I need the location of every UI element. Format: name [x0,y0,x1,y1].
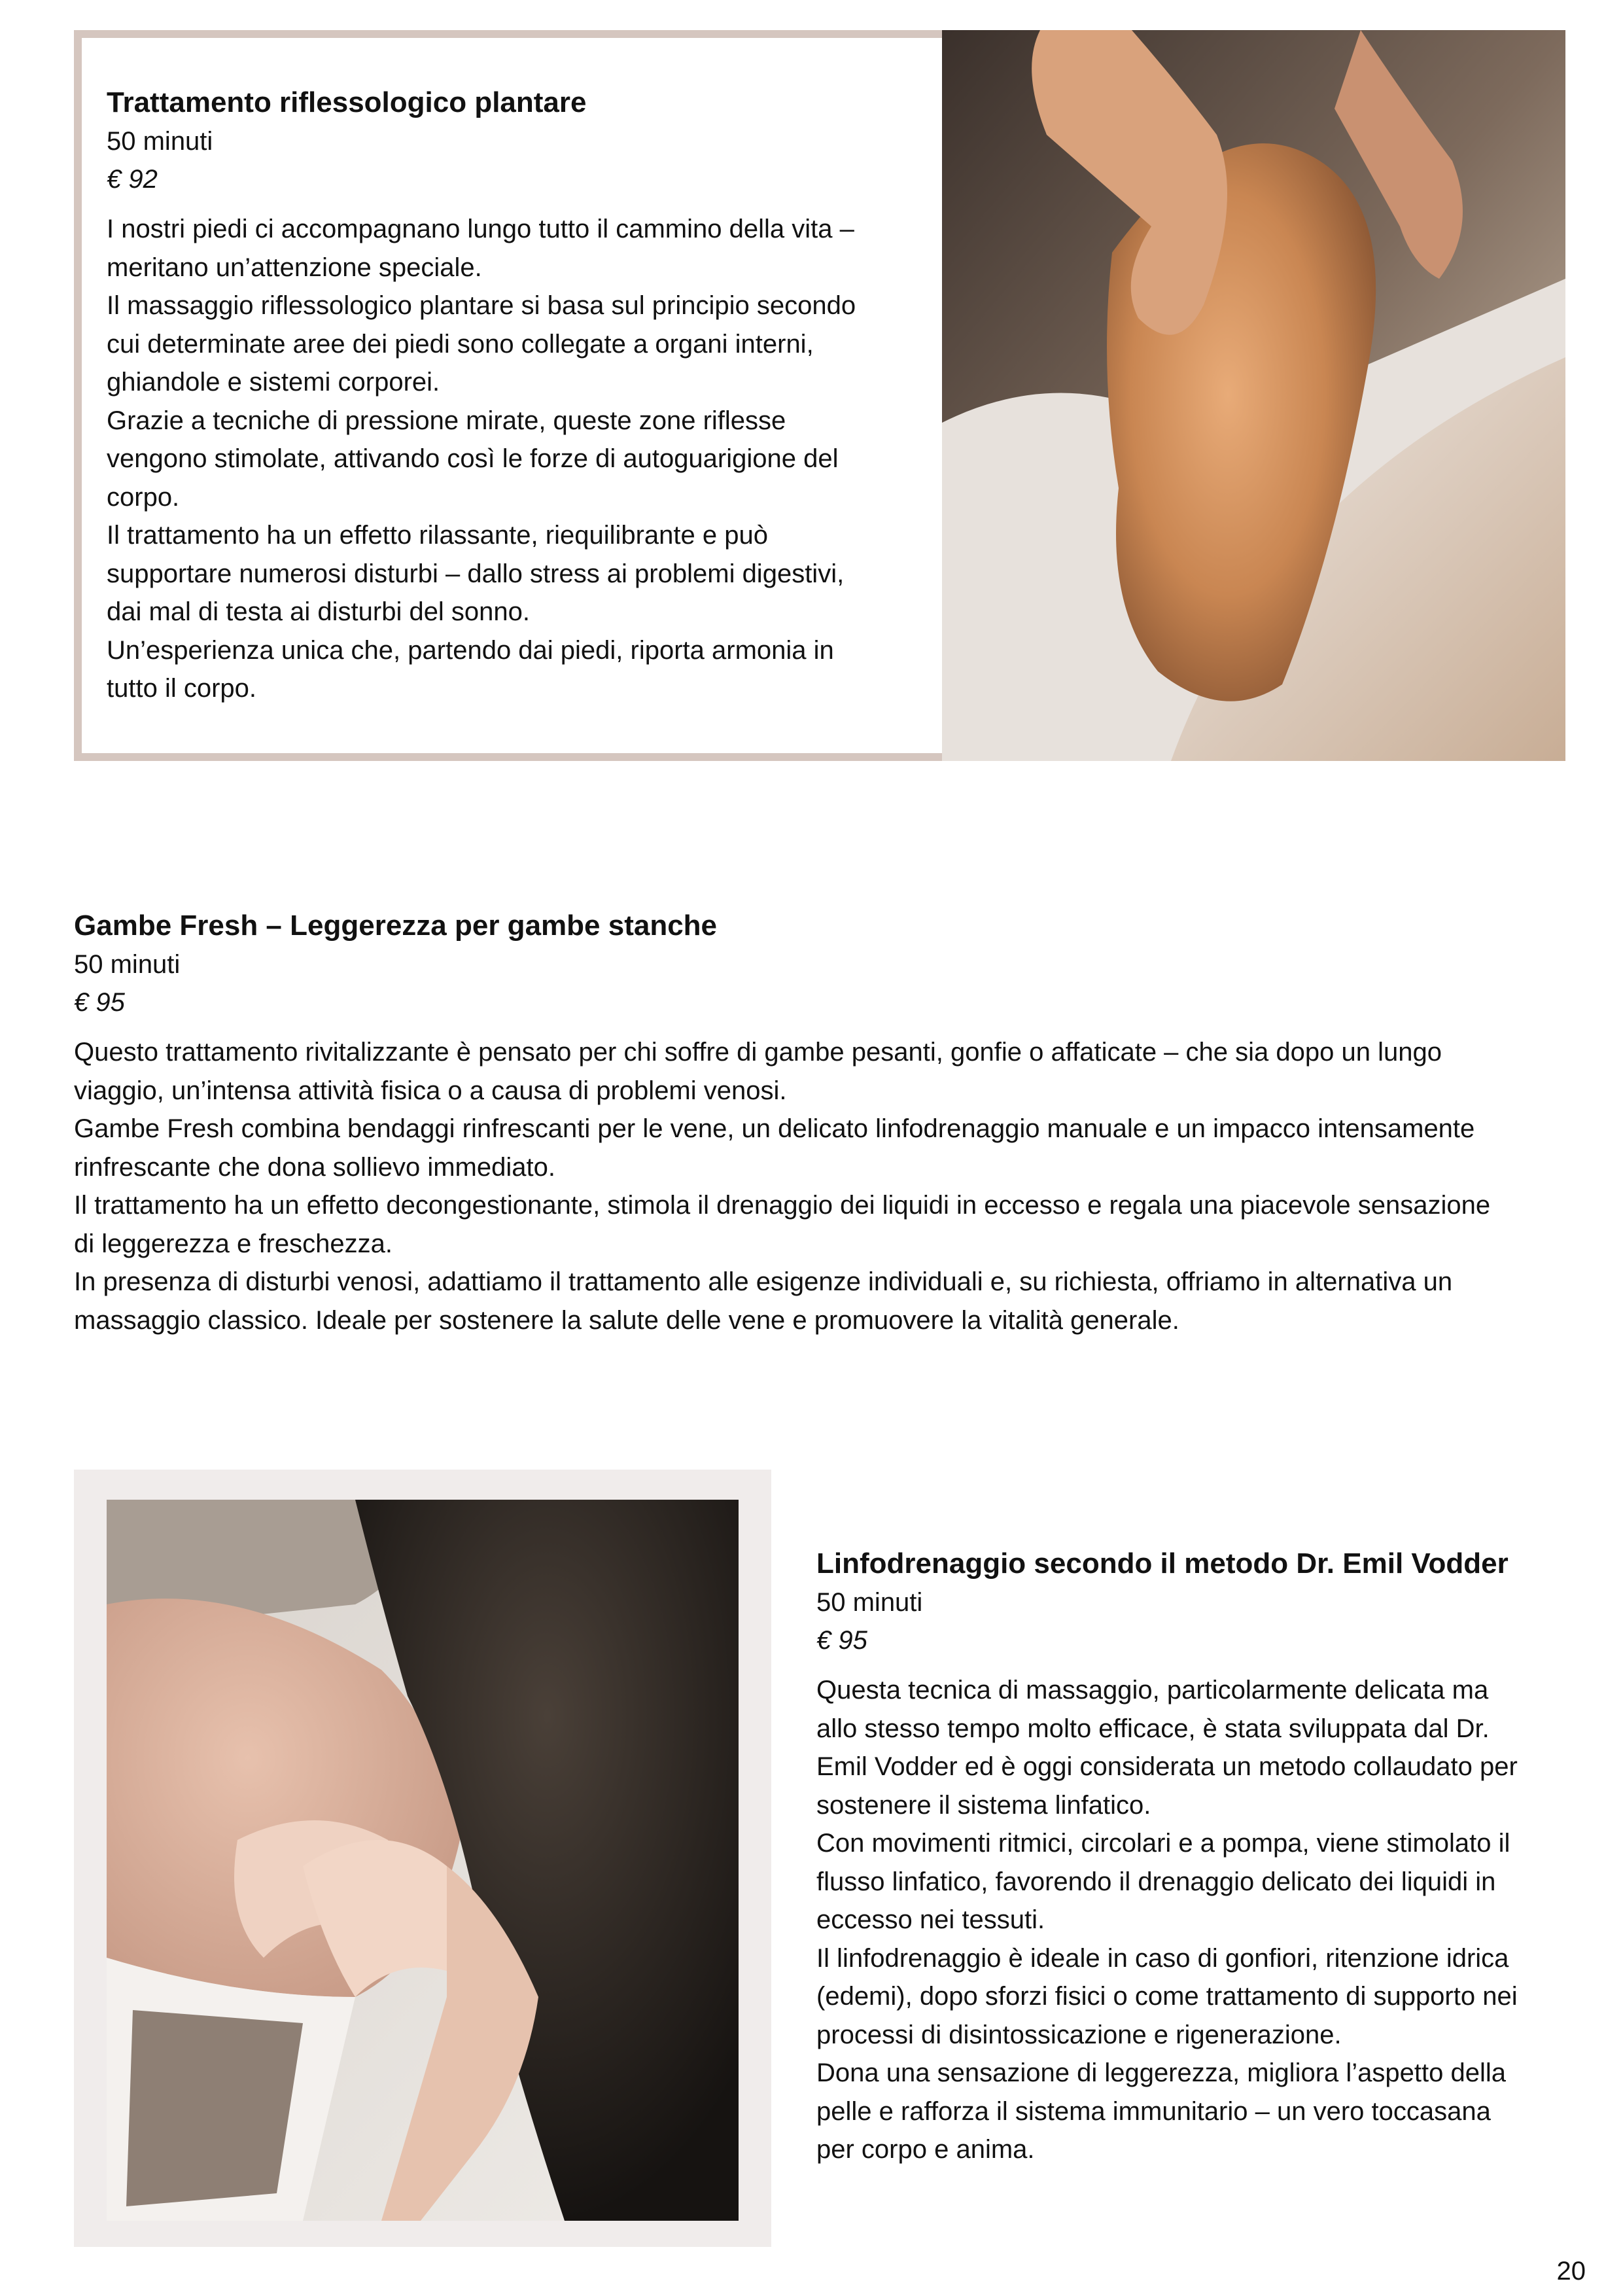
section-title: Gambe Fresh – Leggerezza per gambe stanche [74,910,718,942]
price: € 95 [816,1626,867,1655]
description-line: ghiandole e sistemi corporei. [107,368,440,397]
description-line: di leggerezza e freschezza. [74,1229,393,1258]
description-line: Il trattamento ha un effetto decongestionante, stimola il drenaggio dei liquidi in eccesso e regala una piacevole sensazione [74,1191,1491,1220]
description-line: Un’esperienza unica che, partendo dai piedi, riporta armonia in [107,635,834,665]
description-line: tutto il corpo. [107,674,257,703]
description-line: flusso linfatico, favorendo il drenaggio delicato dei liquidi in [816,1867,1496,1896]
lymph-drainage-image [107,1500,739,2221]
section-lymph-drainage [816,1544,1569,2169]
description-line: (edemi), dopo sforzi fisici o come trattamento di supporto nei [816,1982,1518,2011]
page-number: 20 [1556,2257,1586,2286]
description-line: Grazie a tecniche di pressione mirate, queste zone riflesse [107,406,786,435]
description-line: Il linfodrenaggio è ideale in caso di gonfiori, ritenzione idrica [816,1943,1509,1973]
description-line: Il massaggio riflessologico plantare si basa sul principio secondo [107,291,856,320]
description-line: cui determinate aree dei piedi sono collegate a organi interni, [107,329,814,359]
foot-massage-image [942,30,1565,761]
description-line: Con movimenti ritmici, circolari e a pompa, viene stimolato il [816,1829,1510,1858]
description-line: Il trattamento ha un effetto rilassante, riequilibrante e può [107,521,768,550]
description-line: In presenza di disturbi venosi, adattiamo il trattamento alle esigenze individuali e, su richiesta, offriamo in alternativa un [74,1267,1453,1296]
section-gambe-fresh [74,906,1559,1339]
description-line: eccesso nei tessuti. [816,1905,1045,1934]
description-line: Dona una sensazione di leggerezza, migliora l’aspetto della [816,2058,1506,2087]
description-line: Gambe Fresh combina bendaggi rinfrescanti per le vene, un delicato linfodrenaggio manuale e un impacco intensamente [74,1114,1475,1143]
description [107,210,905,708]
description-line: Emil Vodder ed è oggi considerata un metodo collaudato per [816,1752,1518,1781]
description-line: vengono stimolate, attivando così le forze di autoguarigione del [107,444,839,473]
section-title: Linfodrenaggio secondo il metodo Dr. Emil Vodder [816,1547,1509,1580]
lymph-drainage-photo [107,1500,739,2221]
description-line: meritano un’attenzione speciale. [107,253,482,282]
description-line: Questa tecnica di massaggio, particolarmente delicata ma [816,1676,1489,1704]
section-foot-reflexology [107,83,905,708]
description-line: dai mal di testa ai disturbi del sonno. [107,597,531,626]
description [74,1033,1559,1339]
description-line: rinfrescante che dona sollievo immediato. [74,1152,555,1182]
section-title: Trattamento riflessologico plantare [107,86,587,118]
foot-massage-photo [942,30,1565,761]
description-line: per corpo e anima. [816,2135,1035,2164]
description-line: massaggio classico. Ideale per sostenere la salute delle vene e promuovere la vitalità generale. [74,1305,1179,1335]
price: € 92 [107,165,158,194]
duration: 50 minuti [107,127,213,156]
description-line: supportare numerosi disturbi – dallo stress ai problemi digestivi, [107,559,845,588]
description-line: processi di disintossicazione e rigenerazione. [816,2020,1342,2049]
price: € 95 [74,988,125,1017]
duration: 50 minuti [74,950,181,979]
duration: 50 minuti [816,1588,923,1617]
description-line: corpo. [107,482,180,512]
description-line: Questo trattamento rivitalizzante è pensato per chi soffre di gambe pesanti, gonfie o affaticate – che sia dopo un lungo [74,1038,1442,1067]
description-line: I nostri piedi ci accompagnano lungo tutto il cammino della vita – [107,215,854,243]
description [816,1671,1569,2169]
description-line: sostenere il sistema linfatico. [816,1790,1151,1820]
description-line: pelle e rafforza il sistema immunitario – un vero toccasana [816,2096,1491,2126]
description-line: allo stesso tempo molto efficace, è stata sviluppata dal Dr. [816,1714,1490,1743]
description-line: viaggio, un’intensa attività fisica o a causa di problemi venosi. [74,1076,787,1105]
